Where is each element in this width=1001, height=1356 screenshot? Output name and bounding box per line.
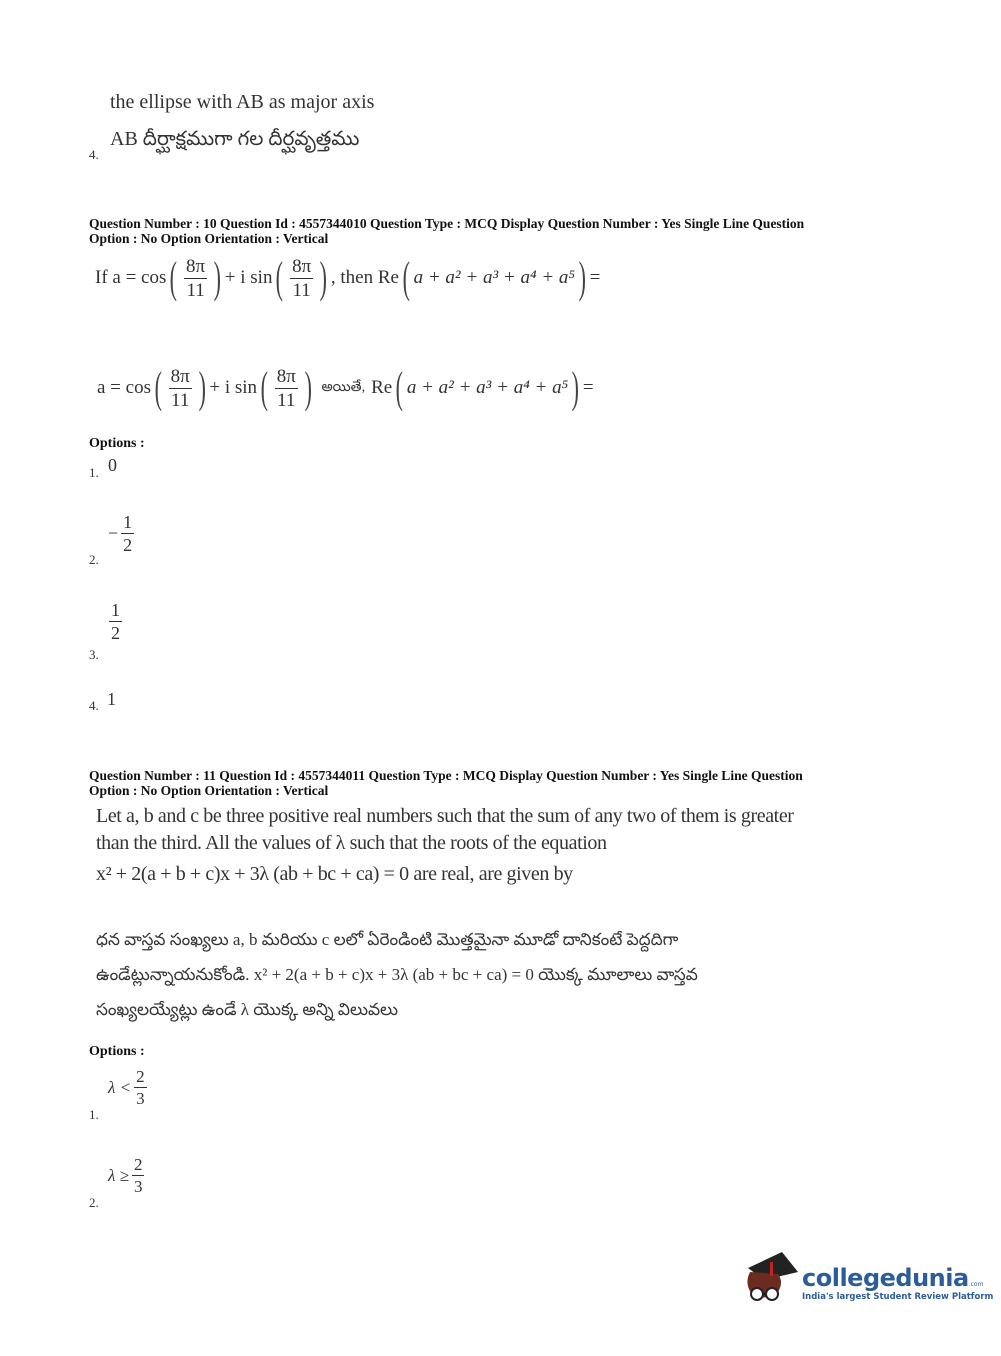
option-number: 2. (89, 552, 99, 567)
brand-suffix: .com (968, 1281, 984, 1288)
fraction: $\frac{8\pi}{11}$ (186, 255, 206, 301)
q10-question-english: If a = cos ( $\frac{8\pi}{11}$ ) + i sin ( $\frac{8\pi}{11}$ ) , then Re ( a + a² + a³ + a⁴ + a⁵ ) = (95, 253, 601, 302)
fraction: $\frac{8\pi}{11}$ (276, 365, 296, 411)
q11-english-line2: than the third. All the values of λ such that the roots of the equation (96, 832, 607, 854)
q11-telugu-line1: ధన వాస్తవ సంఖ్యలు a, b మరియు c లలో ఏరెండింటి మొత్తమైనా మూడో దానికంటే పెద్దదిగా (96, 930, 679, 949)
q11-option-1: λ < $\frac{2}{3}$ (108, 1067, 145, 1108)
fraction: $\frac{8\pi}{11}$ (292, 255, 312, 301)
q10-meta-line2: Option : No Option Orientation : Vertical (89, 231, 329, 246)
q11-options-label: Options : (89, 1044, 145, 1059)
brand-tagline: India's largest Student Review Platform (802, 1292, 994, 1302)
equals: = (589, 267, 601, 288)
q11-telugu-line3: సంఖ్యలయ్యేట్లు ఉండే λ యొక్క అన్ని విలువలు (96, 1000, 398, 1019)
q10-ayite: అయితే, (321, 379, 366, 395)
q10-option-2: − $\frac{1}{2}$ (108, 512, 133, 555)
equals: = (582, 377, 594, 398)
q10-options-label: Options : (89, 436, 145, 451)
q10-meta-line1: Question Number : 10 Question Id : 4557344010 Question Type : MCQ Display Question Number : Yes Single Line Question (89, 216, 805, 231)
option-number: 1. (89, 1107, 99, 1122)
option-number: 3. (89, 647, 99, 662)
fraction: $\frac{8\pi}{11}$ (170, 365, 190, 411)
q11-meta-line1: Question Number : 11 Question Id : 4557344011 Question Type : MCQ Display Question Number : Yes Single Line Question (89, 768, 803, 783)
q11-telugu-line2: ఉండేట్లున్నాయనుకోండి. x² + 2(a + b + c)x + 3λ (ab + bc + ca) = 0 యొక్క మూలాలు వాస్తవ (96, 965, 698, 984)
option-number: 4. (89, 698, 99, 713)
q10-expression: a + a² + a³ + a⁴ + a⁵ (406, 377, 569, 398)
q10-isin: + i sin (224, 267, 273, 288)
q10-option-1: 0 (108, 455, 117, 475)
q10-meta (89, 216, 804, 246)
option-number: 2. (89, 1195, 99, 1210)
q11-meta (89, 768, 803, 798)
prev-option-english: the ellipse with AB as major axis (110, 91, 375, 113)
q10-option-3: $\frac{1}{2}$ (111, 600, 120, 643)
q10-te-prefix: a = cos (97, 377, 151, 398)
q11-english-line3: x² + 2(a + b + c)x + 3λ (ab + bc + ca) = 0 are real, are given by (96, 863, 573, 885)
q10-expression: a + a² + a³ + a⁴ + a⁵ (413, 267, 575, 288)
prev-option-telugu: AB దీర్ఘాక్షముగా గల దీర్ఘవృత్తము (110, 128, 360, 150)
prev-option-number: 4. (89, 147, 99, 162)
q10-then: , then Re (330, 267, 399, 288)
q10-isin: + i sin (209, 377, 258, 398)
q11-english-line1: Let a, b and c be three positive real numbers such that the sum of any two of them is greater (96, 805, 794, 827)
q10-re: Re (371, 377, 393, 398)
collegedunia-mascot-icon (742, 1250, 802, 1310)
q10-en-prefix: If a = cos (95, 267, 167, 288)
q10-option-4: 1 (107, 689, 116, 709)
q10-question-telugu: a = cos ( $\frac{8\pi}{11}$ ) + i sin ( $\frac{8\pi}{11}$ ) అయితే, Re ( a + a² + a³ + a⁴ + a⁵ ) = (97, 363, 594, 412)
q11-meta-line2: Option : No Option Orientation : Vertical (89, 783, 329, 798)
brand-name: collegedunia (802, 1264, 969, 1292)
q11-option-2: λ ≥ $\frac{2}{3}$ (108, 1155, 143, 1196)
collegedunia-logo (802, 1264, 993, 1302)
option-number: 1. (89, 465, 99, 480)
